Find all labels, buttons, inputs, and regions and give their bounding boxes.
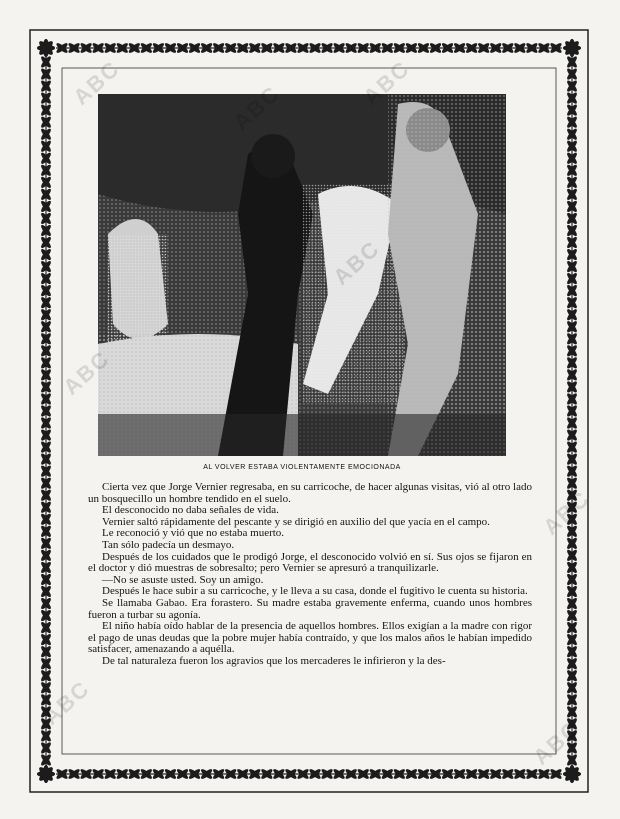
paragraph: Vernier saltó rápidamente del pescante y se dirigió en auxilio del que yacía en el campo. [102,515,490,528]
paragraph: Tan sólo padecía un desmayo. [102,538,235,551]
watermark: ABC [358,55,415,110]
watermark: ABC [528,715,585,770]
paragraph: Después de los cuidados que le prodigó Jorge, el desconocido volvió en sí. Sus ojos se fijaron en el doctor y dió muestras de sobresalto; pero Vernier se apresuró a tranquilizarle. [88,550,532,575]
watermark: ABC [538,485,595,540]
paragraph: Cierta vez que Jorge Vernier regresaba, en su carricoche, de hacer algunas visitas, vió al otro lado un bosquecillo un hombre tendido en el suelo. [88,481,532,505]
paragraph: De tal naturaleza fueron los agravios que los mercaderes le infirieron y la des- [102,654,446,667]
watermark: ABC [38,675,95,730]
paragraph: El niño había oído hablar de la presencia de aquellos hombres. Ellos exigían a la madre con rigor el pago de unas deudas que la pobre mujer había contraído, y que los malos años le habían impedido satisfacer, amenazando a aquélla. [88,620,532,656]
paragraph: El desconocido no daba señales de vida. [102,504,279,517]
photograph [98,94,506,456]
paragraph: —No se asuste usted. Soy un amigo. [102,573,264,586]
watermark: ABC [68,55,125,110]
watermark: ABC [58,345,115,400]
photo-caption: AL VOLVER ESTABA VIOLENTAMENTE EMOCIONADA [203,464,401,471]
paragraph: Después le hace subir a su carricoche, y le lleva a su casa, donde el fugitivo le cuenta su historia. [102,585,528,598]
page-content [64,72,554,742]
photo-scene-icon [98,94,506,456]
paragraph: Le reconoció y vió que no estaba muerto. [102,527,285,540]
paragraph: Se llamaba Gabao. Era forastero. Su madre estaba gravemente enferma, cuando unos hombres fueron a turbar su agonía. [88,596,532,621]
article-text [88,482,532,668]
